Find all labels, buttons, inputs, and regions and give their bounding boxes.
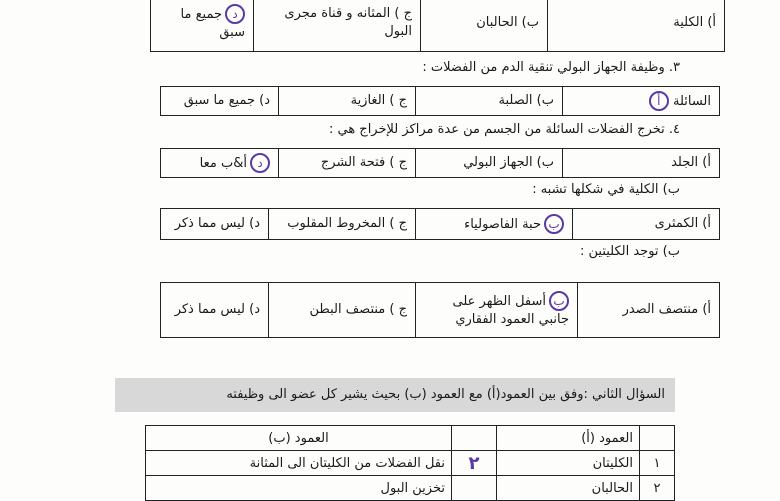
row-number: ٢ bbox=[640, 476, 675, 501]
q2-option-b: ب) الحالبان bbox=[421, 0, 548, 52]
q6-option-a: أ) منتصف الصدر bbox=[578, 283, 720, 338]
table-row bbox=[146, 476, 675, 501]
q6-option-b: بأسفل الظهر على جانبي العمود الفقاري bbox=[416, 283, 578, 338]
q6-option-d: د) ليس مما ذكر bbox=[161, 283, 269, 338]
q4-text: ٤. تخرج الفضلات السائلة من الجسم من عدة مراكز للإخراج هي : bbox=[328, 122, 680, 137]
q4-option-d: دأ&ب معا bbox=[161, 149, 279, 178]
section-2-title: السؤال الثاني :وفق بين العمود(أ) مع العمود (ب) بحيث يشير كل عضو الى وظيفته bbox=[115, 378, 675, 412]
answer-cell: ٢ bbox=[452, 451, 497, 476]
matching-header-row bbox=[146, 426, 675, 451]
row-number: ١ bbox=[640, 451, 675, 476]
q2-option-a: أ) الكلية bbox=[548, 0, 725, 52]
answer-circle-mark: أ bbox=[649, 91, 669, 111]
table-row bbox=[146, 451, 675, 476]
col-b-header: العمود (ب) bbox=[146, 426, 452, 451]
q3-option-d: د) جميع ما سبق bbox=[161, 87, 279, 116]
q5-text: ب) الكلية في شكلها تشبه : bbox=[532, 182, 680, 197]
answer-cell bbox=[452, 476, 497, 501]
q3-options-table bbox=[160, 86, 720, 116]
answer-circle-mark: ب bbox=[549, 291, 569, 311]
q2-option-c: ج ) المثانه و قناة مجرى البول bbox=[254, 0, 421, 52]
q4-option-c: ج ) فتحة الشرج bbox=[279, 149, 416, 178]
q2-options-table bbox=[150, 0, 725, 52]
answer-circle-mark: ب bbox=[544, 214, 564, 234]
q4-option-b: ب) الجهاز البولي bbox=[416, 149, 563, 178]
matching-table bbox=[145, 425, 675, 501]
num-header bbox=[640, 426, 675, 451]
q6-text: ب) توجد الكليتين : bbox=[579, 244, 680, 259]
col-b-cell: نقل الفضلات من الكليتان الى المثانة bbox=[146, 451, 452, 476]
q3-option-c: ج ) الغازية bbox=[279, 87, 416, 116]
q3-option-b: ب) الصلبة bbox=[416, 87, 563, 116]
q6-options-table bbox=[160, 282, 720, 338]
q2-option-d: دجميع ما سبق bbox=[151, 0, 254, 52]
q4-options-table bbox=[160, 148, 720, 178]
q5-option-c: ج ) المخروط المقلوب bbox=[269, 209, 416, 240]
q5-option-a: أ) الكمثرى bbox=[573, 209, 720, 240]
answer-header bbox=[452, 426, 497, 451]
q6-option-c: ج ) منتصف البطن bbox=[269, 283, 416, 338]
q5-options-table bbox=[160, 208, 720, 240]
answer-circle-mark: د bbox=[225, 4, 245, 24]
col-a-header: العمود (أ) bbox=[497, 426, 640, 451]
col-a-cell: الكليتان bbox=[497, 451, 640, 476]
q3-text: ٣. وظيفة الجهاز البولي تنقية الدم من الفضلات : bbox=[422, 60, 680, 75]
answer-circle-mark: د bbox=[250, 153, 270, 173]
col-b-cell: تخزين البول bbox=[146, 476, 452, 501]
col-a-cell: الحالبان bbox=[497, 476, 640, 501]
q4-option-a: أ) الجلد bbox=[563, 149, 720, 178]
q5-option-b: بحبة الفاصولياء bbox=[416, 209, 573, 240]
q5-option-d: د) ليس مما ذكر bbox=[161, 209, 269, 240]
q3-option-a: السائلة أ bbox=[563, 87, 720, 116]
